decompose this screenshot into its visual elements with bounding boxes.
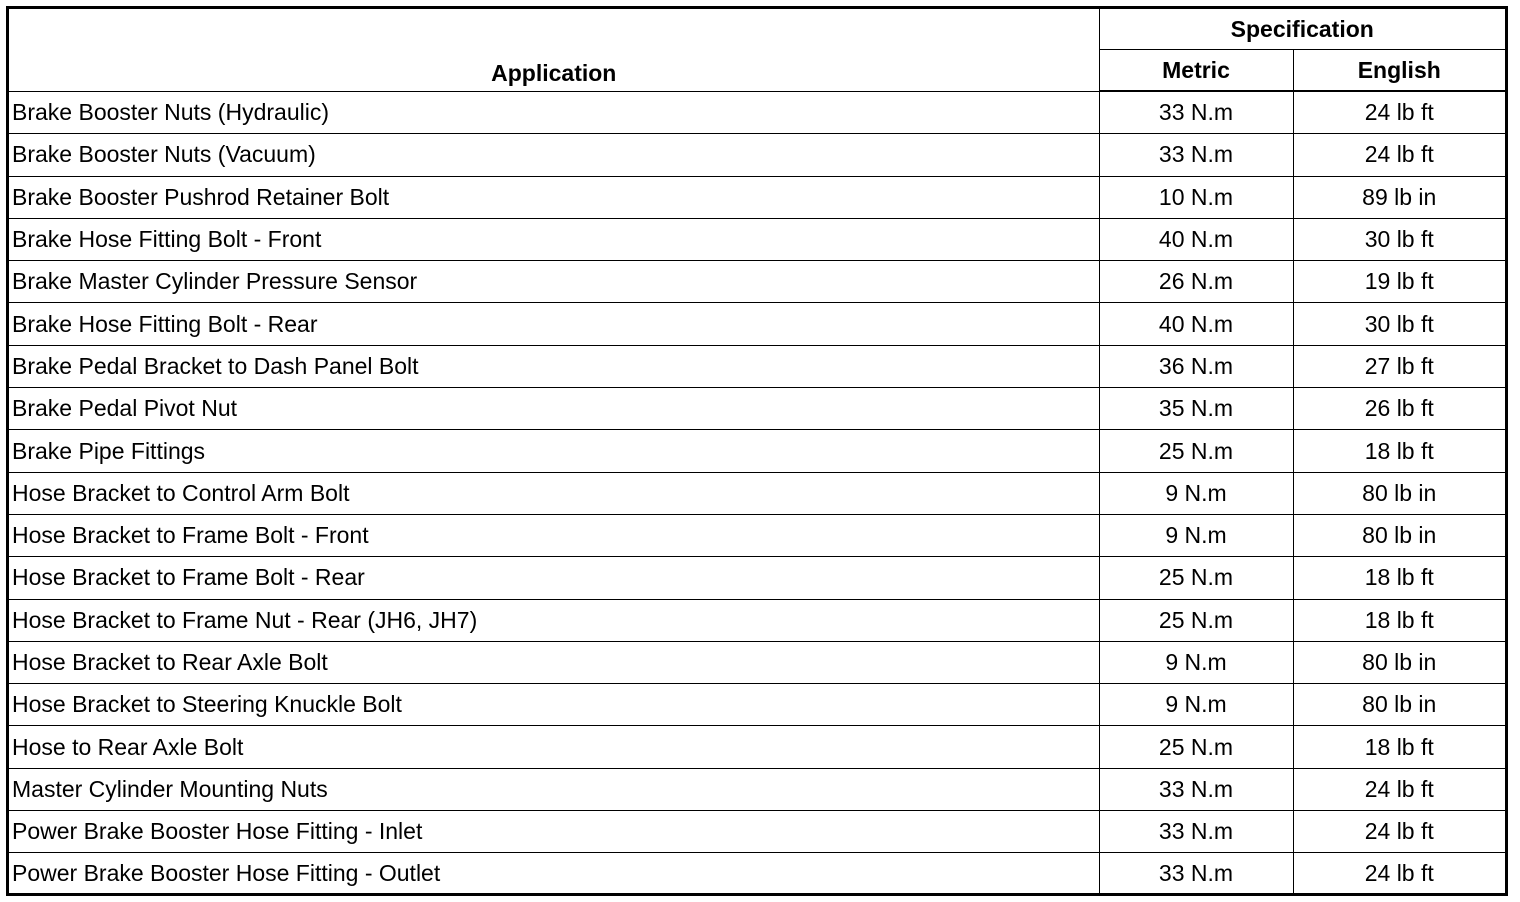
english-cell: 80 lb in: [1293, 514, 1505, 556]
table-row: [9, 811, 1505, 853]
english-cell: 89 lb in: [1293, 176, 1505, 218]
metric-cell: 9 N.m: [1099, 684, 1293, 726]
application-cell: Hose Bracket to Frame Nut - Rear (JH6, JH7): [9, 599, 1099, 641]
metric-cell: 9 N.m: [1099, 514, 1293, 556]
table-row: [9, 726, 1505, 768]
table-row: [9, 768, 1505, 810]
english-column-header: English: [1293, 50, 1505, 92]
application-cell: Brake Pedal Bracket to Dash Panel Bolt: [9, 345, 1099, 387]
table-row: [9, 261, 1505, 303]
table-row: [9, 176, 1505, 218]
metric-cell: 33 N.m: [1099, 91, 1293, 134]
table-row: [9, 641, 1505, 683]
table-row: [9, 134, 1505, 176]
table-row: [9, 557, 1505, 599]
english-cell: 80 lb in: [1293, 684, 1505, 726]
application-cell: Brake Booster Nuts (Vacuum): [9, 134, 1099, 176]
table-row: [9, 853, 1505, 895]
metric-cell: 36 N.m: [1099, 345, 1293, 387]
application-cell: Brake Master Cylinder Pressure Sensor: [9, 261, 1099, 303]
application-cell: Brake Hose Fitting Bolt - Rear: [9, 303, 1099, 345]
english-cell: 24 lb ft: [1293, 768, 1505, 810]
english-cell: 24 lb ft: [1293, 811, 1505, 853]
english-cell: 18 lb ft: [1293, 726, 1505, 768]
metric-cell: 40 N.m: [1099, 218, 1293, 260]
application-cell: Hose Bracket to Control Arm Bolt: [9, 472, 1099, 514]
application-cell: Brake Booster Nuts (Hydraulic): [9, 91, 1099, 134]
application-cell: Power Brake Booster Hose Fitting - Inlet: [9, 811, 1099, 853]
table-body: [9, 91, 1505, 895]
table-row: [9, 345, 1505, 387]
metric-cell: 9 N.m: [1099, 641, 1293, 683]
english-cell: 30 lb ft: [1293, 303, 1505, 345]
english-cell: 27 lb ft: [1293, 345, 1505, 387]
metric-cell: 33 N.m: [1099, 853, 1293, 895]
application-cell: Brake Hose Fitting Bolt - Front: [9, 218, 1099, 260]
metric-cell: 35 N.m: [1099, 388, 1293, 430]
application-cell: Hose Bracket to Steering Knuckle Bolt: [9, 684, 1099, 726]
metric-column-header: Metric: [1099, 50, 1293, 92]
metric-cell: 25 N.m: [1099, 430, 1293, 472]
application-cell: Hose Bracket to Rear Axle Bolt: [9, 641, 1099, 683]
application-cell: Master Cylinder Mounting Nuts: [9, 768, 1099, 810]
metric-cell: 40 N.m: [1099, 303, 1293, 345]
application-column-header: Application: [9, 9, 1099, 91]
metric-cell: 25 N.m: [1099, 726, 1293, 768]
english-cell: 18 lb ft: [1293, 557, 1505, 599]
application-cell: Hose Bracket to Frame Bolt - Front: [9, 514, 1099, 556]
english-cell: 18 lb ft: [1293, 599, 1505, 641]
application-cell: Brake Pipe Fittings: [9, 430, 1099, 472]
metric-cell: 25 N.m: [1099, 557, 1293, 599]
english-cell: 24 lb ft: [1293, 134, 1505, 176]
table-row: [9, 430, 1505, 472]
english-cell: 26 lb ft: [1293, 388, 1505, 430]
table-row: [9, 472, 1505, 514]
metric-cell: 26 N.m: [1099, 261, 1293, 303]
english-cell: 19 lb ft: [1293, 261, 1505, 303]
table-row: [9, 91, 1505, 134]
table-row: [9, 684, 1505, 726]
english-cell: 24 lb ft: [1293, 853, 1505, 895]
english-cell: 24 lb ft: [1293, 91, 1505, 134]
table-row: [9, 514, 1505, 556]
metric-cell: 10 N.m: [1099, 176, 1293, 218]
application-cell: Power Brake Booster Hose Fitting - Outlet: [9, 853, 1099, 895]
metric-cell: 25 N.m: [1099, 599, 1293, 641]
table-header: [9, 9, 1505, 91]
metric-cell: 33 N.m: [1099, 811, 1293, 853]
table-row: [9, 599, 1505, 641]
application-cell: Hose Bracket to Frame Bolt - Rear: [9, 557, 1099, 599]
application-cell: Hose to Rear Axle Bolt: [9, 726, 1099, 768]
metric-cell: 33 N.m: [1099, 768, 1293, 810]
table-row: [9, 388, 1505, 430]
english-cell: 18 lb ft: [1293, 430, 1505, 472]
metric-cell: 33 N.m: [1099, 134, 1293, 176]
table-row: [9, 218, 1505, 260]
application-cell: Brake Pedal Pivot Nut: [9, 388, 1099, 430]
spec-table-frame: [6, 6, 1508, 896]
application-cell: Brake Booster Pushrod Retainer Bolt: [9, 176, 1099, 218]
english-cell: 30 lb ft: [1293, 218, 1505, 260]
table-row: [9, 303, 1505, 345]
english-cell: 80 lb in: [1293, 641, 1505, 683]
metric-cell: 9 N.m: [1099, 472, 1293, 514]
fastener-spec-table: [9, 9, 1505, 895]
english-cell: 80 lb in: [1293, 472, 1505, 514]
specification-column-header: Specification: [1099, 9, 1505, 50]
